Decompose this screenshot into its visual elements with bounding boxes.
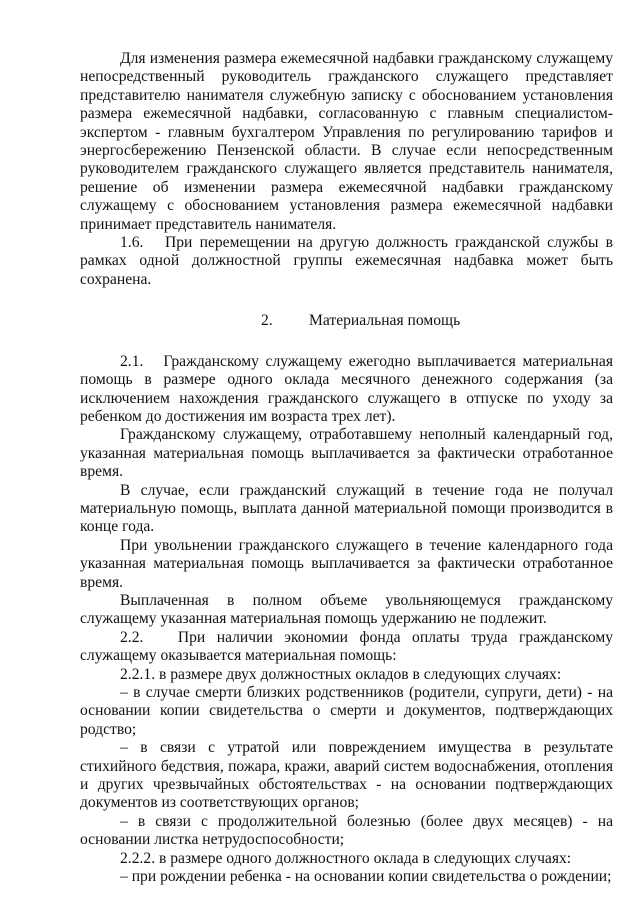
section-title: Материальная помощь (309, 312, 461, 330)
paragraph-no-deduction: Выплаченная в полном объеме увольняющемуся гражданскому служащему указанная материальная помощь удержанию не подлежит. (80, 591, 613, 628)
paragraph-2-1: 2.1. Гражданскому служащему ежегодно выплачивается материальная помощь в размере одного оклада месячного денежного содержания (за исключением нахождения гражданского служащего в отпуске по уходу за ребенком до достижения им возраста трех лет). (80, 352, 613, 425)
section-heading (80, 312, 613, 330)
list-item-illness: – в связи с продолжительной болезнью (более двух месяцев) - на основании листка нетрудоспособности; (80, 812, 613, 849)
paragraph-bonus-change: Для изменения размера ежемесячной надбавки гражданскому служащему непосредственный руководитель гражданского служащего представляет представителю нанимателя служебную записку с обоснованием установления размера ежемесячной надбавки, согласованную с главным специалистом-экспертом - главным бухгалтером Управления по регулированию тарифов и энергосбережению Пензенской области. В случае если непосредственным руководителем гражданского служащего является представитель нанимателя, решение об изменении размера ежемесячной надбавки гражданскому служащему с обоснованием установления размера ежемесячной надбавки принимает представитель нанимателя. (80, 50, 613, 233)
list-item-property-loss: – в связи с утратой или повреждением имущества в результате стихийного бедствия, пожара, кражи, аварий систем водоснабжения, отопления и других чрезвычайных обстоятельствах - на основании подтверждающих документов из соответствующих органов; (80, 739, 613, 812)
paragraph-2-2: 2.2. При наличии экономии фонда оплаты труда гражданскому служащему оказывается материальная помощь: (80, 628, 613, 665)
paragraph-1-6: 1.6. При перемещении на другую должность гражданской службы в рамках одной должностной группы ежемесячная надбавка может быть сохранена. (80, 234, 613, 288)
paragraph-dismissal: При увольнении гражданского служащего в течение календарного года указанная материальная помощь выплачивается за фактически отработанное время. (80, 536, 613, 591)
list-item-death: – в случае смерти близких родственников (родители, супруги, дети) - на основании копии свидетельства о смерти и документов, подтверждающих родство; (80, 684, 613, 738)
list-item-birth: – при рождении ребенка - на основании копии свидетельства о рождении; (120, 868, 612, 886)
paragraph-not-received: В случае, если гражданский служащий в течение года не получал материальную помощь, выплата данной материальной помощи производится в конце года. (80, 481, 613, 536)
paragraph-2-2-2: 2.2.2. в размере одного должностного оклада в следующих случаях: (120, 849, 572, 867)
section-number: 2. (261, 312, 273, 330)
paragraph-2-2-1: 2.2.1. в размере двух должностных окладов в следующих случаях: (120, 665, 562, 683)
document-page (80, 50, 613, 886)
paragraph-partial-year: Гражданскому служащему, отработавшему неполный календарный год, указанная материальная помощь выплачивается за фактически отработанное время. (80, 426, 613, 481)
